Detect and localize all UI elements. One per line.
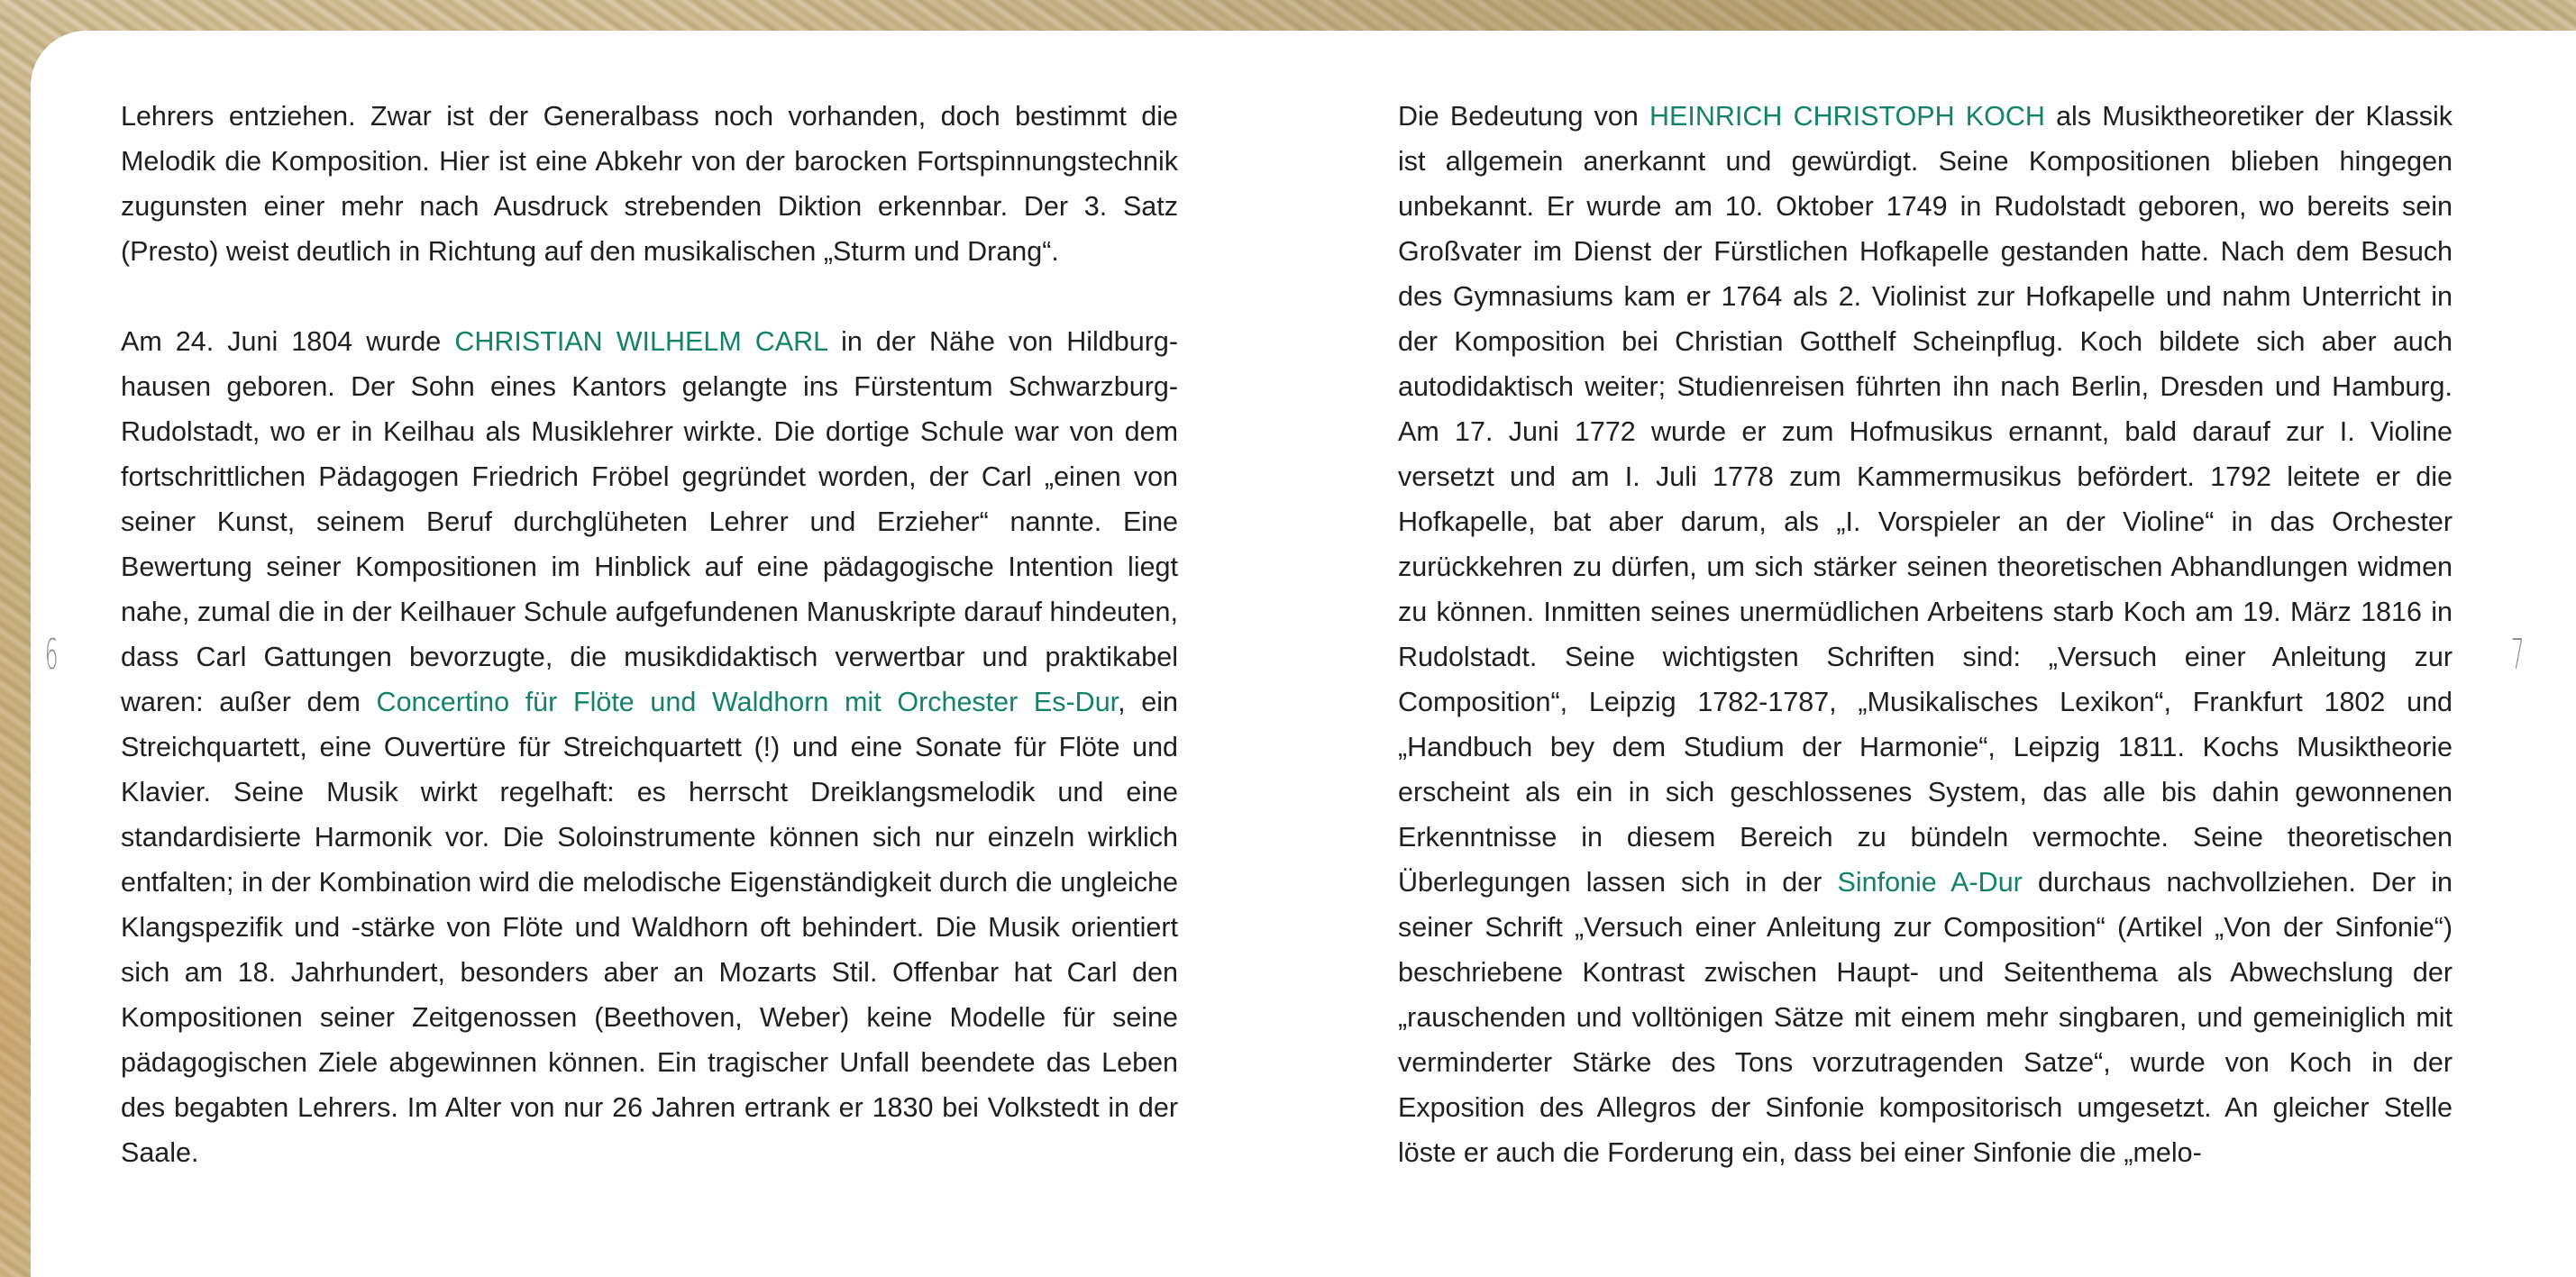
paragraph-koch-text-a: als Musiktheoretiker der Klassik ist allgemein anerkannt und gewürdigt. Seine Kompositionen blieben hingegen unbekannt. Er wurde am 10. Oktober 1749 in Rudolstadt geboren, wo bereits sein Großvater im Dienst der Fürstlichen Hofkapelle gestanden hatte. Nach dem Besuch des Gymnasiums kam er 1764 als 2. Violinist zur Hofkapelle und nahm Unterricht in der Komposition bei Christian Gotthelf Scheinpflug. Koch bildete sich aber auch autodidaktisch weiter; Studienreisen führten ihn nach Berlin, Dresden und Hamburg. Am 17. Juni 1772 wurde er zum Hofmusikus ernannt, bald darauf zur I. Violine versetzt und am I. Juli 1778 zum Kammermusikus befördert. 1792 leitete er die Hofkapelle, bat aber darum, als „I. Vorspieler an der Violine“ in das Orchester zurückkehren zu dürfen, um sich stärker seinen theoretischen Abhandlungen widmen zu können. Inmitten seines unermüdlichen Arbeitens starb Koch am 19. März 1816 in Rudolstadt. Seine wichtigsten Schriften sind: „Versuch einer Anleitung zur Composition“, Leipzig 1782-1787, „Musikalisches Lexikon“, Frankfurt 1802 und „Handbuch bey dem Studium der Harmonie“, Leipzig 1811. Kochs Musiktheorie erscheint als ein in sich geschlossenes System, das alle bis dahin gewonnenen Erkenntnisse in diesem Bereich zu bündeln vermochte. Seine theoretischen Überlegungen lassen sich in der: [1398, 101, 2453, 898]
paragraph-koch: [1398, 94, 2453, 1175]
paragraph-carl-intro: Am 24. Juni 1804 wurde: [121, 326, 455, 357]
composer-name-koch: HEINRICH CHRISTOPH KOCH: [1649, 101, 2045, 132]
paragraph-carl: [121, 319, 1178, 1175]
page-number-left: 6: [44, 630, 58, 679]
paragraph-carl-text-a: in der Nähe von Hildburghausen geboren. Der Sohn eines Kantors gelangte ins Fürstentum Schwarzburg-Rudolstadt, wo er in Keilhau als Musiklehrer wirkte. Die dortige Schule war von dem fortschrittlichen Pädagogen Friedrich Fröbel gegründet worden, der Carl „einen von seiner Kunst, seinem Beruf durchglüheten Lehrer und Erzieher“ nannte. Eine Bewertung seiner Kompositionen im Hinblick auf eine pädagogische Intention liegt nahe, zumal die in der Keilhauer Schule aufgefundenen Manuskripte darauf hindeuten, dass Carl Gattungen bevorzugte, die musikdidaktisch verwertbar und praktikabel waren: außer dem: [121, 326, 1178, 717]
paragraph-generalbass: Lehrers entziehen. Zwar ist der Generalbass noch vorhanden, doch bestimmt die Melodik die Komposition. Hier ist eine Abkehr von der barocken Fortspinnungstechnik zugunsten einer mehr nach Ausdruck strebenden Diktion erkennbar. Der 3. Satz (Presto) weist deutlich in Richtung auf den musikalischen „Sturm und Drang“.: [121, 101, 1178, 267]
paragraph-carl-text-b: , ein Streichquartett, eine Ouvertüre für Streichquartett (!) und eine Sonate für Flöte und Klavier. Seine Musik wirkt regelhaft: es herrscht Dreiklangsmelodik und eine standardisierte Harmonik vor. Die Soloinstrumente können sich nur einzeln wirklich entfalten; in der Kombination wird die melodische Eigenständigkeit durch die ungleiche Klangspezifik und -stärke von Flöte und Waldhorn oft behindert. Die Musik orientiert sich am 18. Jahrhundert, besonders aber an Mozarts Stil. Offenbar hat Carl den Kompositionen seiner Zeitgenossen (Beethoven, Weber) keine Modelle für seine pädagogischen Ziele abgewinnen können. Ein tragischer Unfall beendete das Leben des begabten Lehrers. Im Alter von nur 26 Jahren ertrank er 1830 bei Volkstedt in der Saale.: [121, 687, 1178, 1168]
page-number-right: 7: [2510, 630, 2524, 679]
work-title-concertino: Concertino für Flöte und Waldhorn mit Orchester Es-Dur: [376, 687, 1119, 717]
booklet-spread: [31, 31, 2576, 1277]
paragraph-koch-text-b: durchaus nachvollziehen. Der in seiner Schrift „Versuch einer Anleitung zur Composition“ (Artikel „Von der Sinfonie“) beschriebene Kontrast zwischen Haupt- und Seitenthema als Abwechslung der „rauschenden und volltönigen Sätze mit einem mehr singbaren, und gemeiniglich mit verminderter Stärke des Tons vorzutragenden Satze“, wurde von Koch in der Exposition des Allegros der Sinfonie kompositorisch umgesetzt. An gleicher Stelle löste er auch die Forderung ein, dass bei einer Sinfonie die „melo-: [1398, 867, 2453, 1168]
right-column: [1398, 94, 2453, 1175]
paragraph-koch-intro: Die Bedeutung von: [1398, 101, 1649, 132]
composer-name-carl: CHRISTIAN WILHELM CARL: [454, 326, 828, 357]
work-title-sinfonie: Sinfonie A-Dur: [1837, 867, 2023, 898]
left-column: [121, 94, 1178, 1175]
